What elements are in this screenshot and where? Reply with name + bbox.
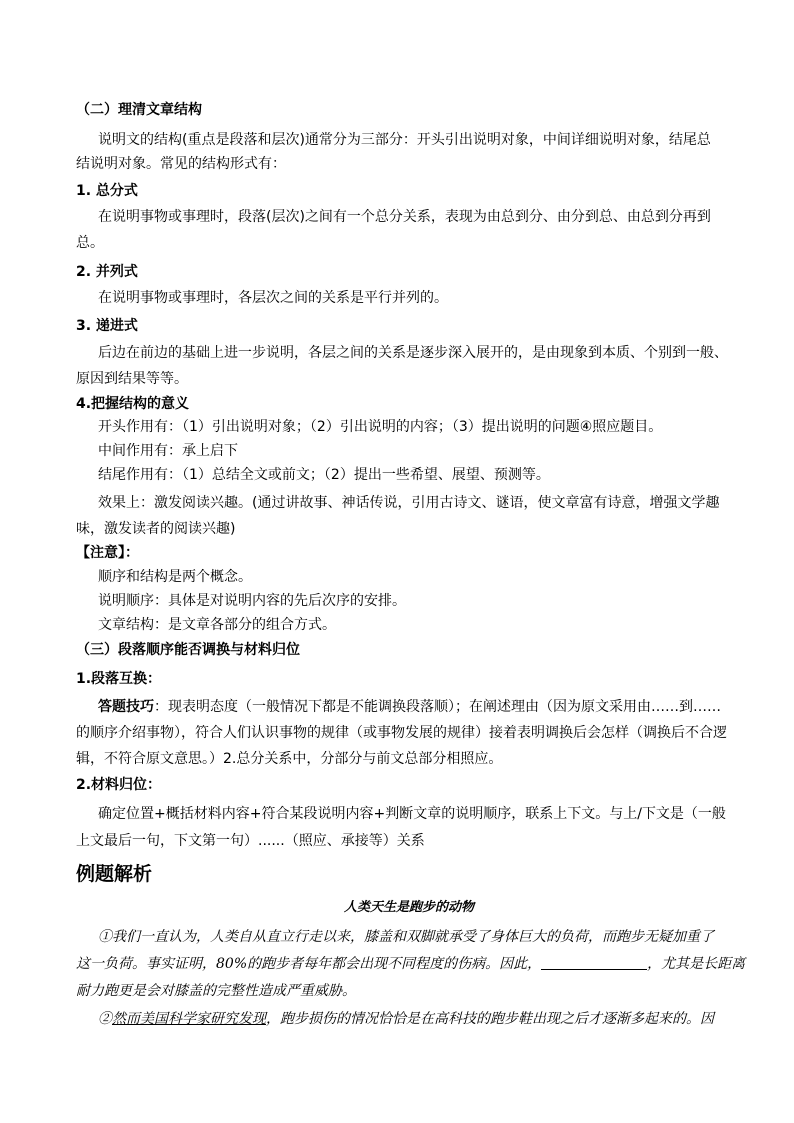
paragraph-line: 的顺序介绍事物），符合人们认识事物的规律（或事物发展的规律）接着表明调换后会怎样（调换后不合逻 <box>76 725 727 741</box>
item-title-binglie: 2. 并列式 <box>76 264 138 280</box>
paragraph-line: 辑，不符合原文意思。）2.总分关系中，分部分与前文总部分相照应。 <box>76 751 503 767</box>
story-paragraph-line: ①我们一直认为，人类自从直立行走以来，膝盖和双脚就承受了身体巨大的负荷，而跑步无疑加重了 <box>98 929 714 945</box>
paragraph-line: 结说明对象。常见的结构形式有： <box>76 156 286 172</box>
story-title: 人类天生是跑步的动物 <box>344 900 475 915</box>
example-heading: 例题解析 <box>76 863 153 885</box>
sub-title-material: 2.材料归位： <box>76 777 162 793</box>
section-heading-paragraph-order: （三）段落顺序能否调换与材料归位 <box>76 642 300 658</box>
paragraph-line: 顺序和结构是两个概念。 <box>98 569 252 585</box>
story-paragraph-line: ②然而美国科学家研究发现，跑步损伤的情况恰恰是在高科技的跑步鞋出现之后才逐渐多起来的。因 <box>98 1011 714 1027</box>
item-title-dijin: 3. 递进式 <box>76 318 138 334</box>
answer-tip-label: 答题技巧 <box>98 699 154 715</box>
note-title: 【注意】： <box>76 545 139 561</box>
paragraph-line: 说明顺序：具体是对说明内容的先后次序的安排。 <box>98 593 406 609</box>
paragraph-line: 中间作用有：承上启下 <box>98 443 238 459</box>
paragraph-line: 在说明事物或事理时，各层次之间的关系是平行并列的。 <box>98 290 448 306</box>
story-paragraph-line: 耐力跑更是会对膝盖的完整性造成严重威胁。 <box>76 983 356 999</box>
underlined-phrase: 然而美国科学家研究发现 <box>112 1011 266 1027</box>
fill-in-blank[interactable] <box>541 955 647 970</box>
paragraph-line: 确定位置+概括材料内容+符合某段说明内容+判断文章的说明顺序，联系上下文。与上/下文是（一般 <box>98 806 726 822</box>
paragraph-line: 总。 <box>76 235 104 251</box>
item-title-meaning: 4.把握结构的意义 <box>76 396 190 412</box>
paragraph-line: 文章结构：是文章各部分的组合方式。 <box>98 617 336 633</box>
paragraph-line: 说明文的结构(重点是段落和层次)通常分为三部分：开头引出说明对象，中间详细说明对象，结尾总 <box>98 132 711 148</box>
sub-title-swap: 1.段落互换： <box>76 671 162 687</box>
paragraph-line: 答题技巧：现表明态度（一般情况下都是不能调换段落顺）；在阐述理由（因为原文采用由……到…… <box>98 699 721 715</box>
section-heading-structure: （二）理清文章结构 <box>76 102 202 118</box>
paragraph-line: 效果上：激发阅读兴趣。(通过讲故事、神话传说，引用古诗文、谜语，使文章富有诗意，增强文学趣 <box>98 495 720 511</box>
paragraph-line: 结尾作用有：（1）总结全文或前文；（2）提出一些希望、展望、预测等。 <box>98 467 550 483</box>
paragraph-line: 上文最后一句，下文第一句）......（照应、承接等）关系 <box>76 833 425 849</box>
paragraph-line: 在说明事物或事理时，段落(层次)之间有一个总分关系，表现为由总到分、由分到总、由总到分再到 <box>98 209 711 225</box>
paragraph-line: 后边在前边的基础上进一步说明，各层之间的关系是逐步深入展开的，是由现象到本质、个别到一般、 <box>98 345 728 361</box>
paragraph-line: 开头作用有：（1）引出说明对象；（2）引出说明的内容；（3）提出说明的问题④照应题目。 <box>98 419 663 435</box>
item-title-zongfen: 1. 总分式 <box>76 183 138 199</box>
story-paragraph-line: 这一负荷。事实证明，80%的跑步者每年都会出现不同程度的伤病。因此， ，尤其是长距离 <box>76 956 746 972</box>
paragraph-line: 原因到结果等等。 <box>76 371 188 387</box>
paragraph-line: 味，激发读者的阅读兴趣) <box>76 521 236 537</box>
